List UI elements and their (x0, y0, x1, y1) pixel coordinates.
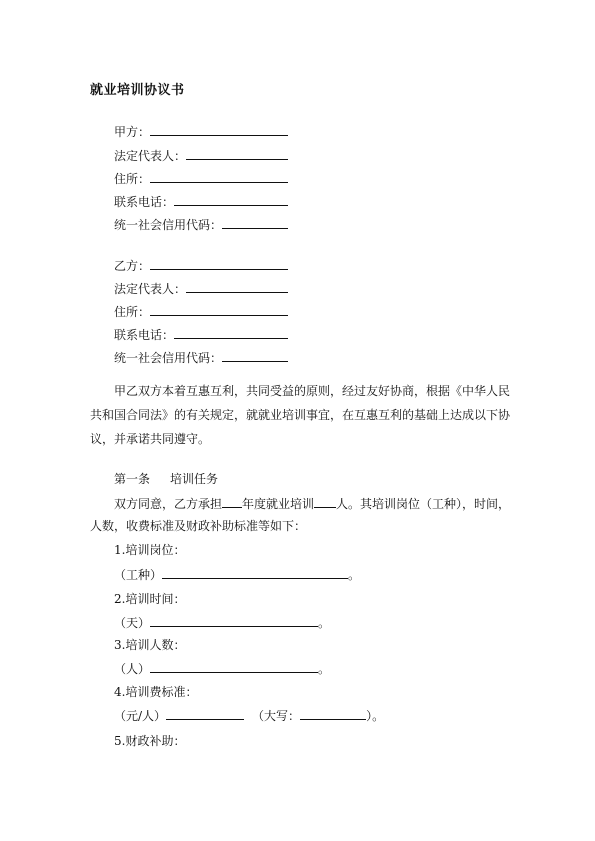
party-a-name-label: 甲方： (114, 125, 151, 139)
item-count-row (114, 660, 330, 677)
item-count-blank[interactable] (150, 660, 318, 673)
item-count-label: 3.培训人数： (114, 638, 186, 652)
party-a-rep-row (114, 147, 288, 164)
party-b-rep-blank[interactable] (186, 280, 288, 293)
party-b-address-label: 住所： (114, 305, 151, 319)
party-a-address-row (114, 170, 288, 187)
item-post-label: 1.培训岗位： (114, 543, 186, 557)
item-count-unit: （人） (114, 662, 151, 676)
article-1-intro-line-1 (114, 495, 510, 512)
party-b-phone-label: 联系电话： (114, 328, 175, 342)
party-b-credit-code-row (114, 349, 288, 366)
party-b-address-blank[interactable] (150, 303, 288, 316)
item-fee-caps-close: ）。 (366, 709, 385, 723)
article-1-intro-line-2: 人数，收费标准及财政补助标准等如下： (90, 519, 307, 533)
item-time-period: 。 (318, 616, 331, 630)
party-a-phone-label: 联系电话： (114, 195, 175, 209)
item-post-unit: （工种） (114, 568, 163, 582)
party-a-rep-blank[interactable] (186, 147, 288, 160)
intro-text-3: 人。其培训岗位（工种），时间， (336, 497, 511, 511)
item-post-blank[interactable] (162, 566, 348, 579)
item-fee-unit: （元/人） (114, 709, 167, 723)
item-fee-row (114, 707, 384, 724)
preamble-paragraph: 甲乙双方本着互惠互利，共同受益的原则，经过友好协商，根据《中华人民共和国合同法》的有关规定，就就业培训事宜，在互惠互利的基础上达成以下协议，并承诺共同遵守。 (90, 384, 511, 446)
party-a-credit-code-row (114, 216, 288, 233)
item-time-unit: （天） (114, 616, 151, 630)
party-b-name-row (114, 257, 288, 274)
item-time-blank[interactable] (150, 614, 318, 627)
item-fee-blank[interactable] (166, 707, 244, 720)
party-b-phone-row (114, 326, 288, 343)
item-count-period: 。 (318, 662, 331, 676)
intro-text-2: 年度就业培训 (242, 497, 315, 511)
party-a-phone-row (114, 193, 288, 210)
item-fee-caps-label: （大写： (252, 709, 301, 723)
item-subsidy-label: 5.财政补助： (114, 734, 186, 748)
item-fee-label: 4.培训费标准： (114, 685, 198, 699)
article-1-number: 第一条 (114, 472, 151, 486)
party-b-credit-code-label: 统一社会信用代码： (114, 351, 223, 365)
item-time-row (114, 614, 330, 631)
party-b-phone-blank[interactable] (174, 326, 288, 339)
party-a-credit-code-blank[interactable] (222, 216, 288, 229)
party-b-name-blank[interactable] (150, 257, 288, 270)
item-time-label: 2.培训时间： (114, 592, 186, 606)
party-a-name-blank[interactable] (150, 123, 288, 136)
item-post-row (114, 566, 360, 583)
party-a-rep-label: 法定代表人： (114, 149, 187, 163)
party-b-name-label: 乙方： (114, 259, 151, 273)
party-b-address-row (114, 303, 288, 320)
training-count-blank[interactable] (314, 495, 336, 508)
article-1-title: 培训任务 (170, 472, 219, 486)
article-1-heading (114, 470, 218, 487)
intro-text-1: 双方同意，乙方承担 (114, 497, 223, 511)
party-a-name-row (114, 123, 288, 140)
party-b-rep-row (114, 280, 288, 297)
party-b-credit-code-blank[interactable] (222, 349, 288, 362)
party-a-address-blank[interactable] (150, 170, 288, 183)
party-a-credit-code-label: 统一社会信用代码： (114, 218, 223, 232)
party-a-phone-blank[interactable] (174, 193, 288, 206)
item-fee-caps-blank[interactable] (300, 707, 366, 720)
item-post-period: 。 (348, 568, 361, 582)
document-title: 就业培训协议书 (90, 83, 185, 98)
training-year-blank[interactable] (222, 495, 242, 508)
party-a-address-label: 住所： (114, 172, 151, 186)
party-b-rep-label: 法定代表人： (114, 282, 187, 296)
